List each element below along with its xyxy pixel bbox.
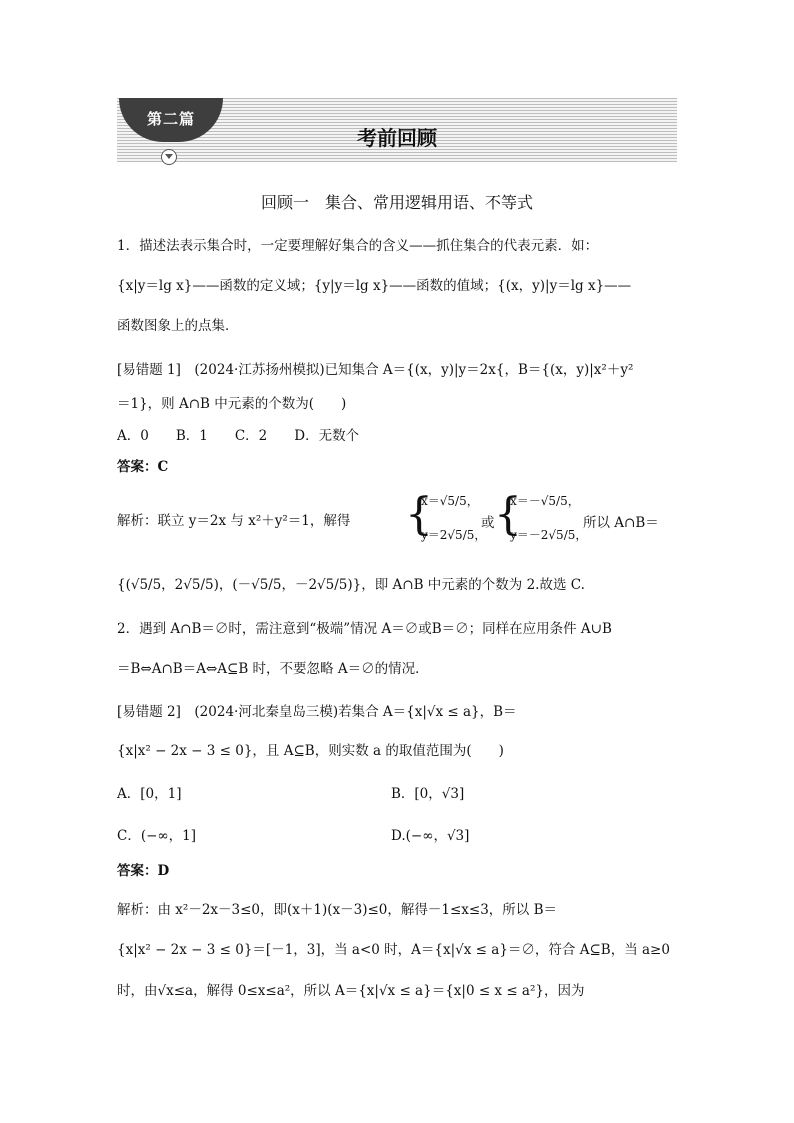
chapter-title: 考前回顾 (357, 126, 437, 150)
system-1-brace: { (405, 489, 433, 540)
system-1-top: x＝√5/5， (421, 494, 479, 508)
chapter-banner (117, 98, 677, 162)
question-2-line-1: [易错题 2] (2024·河北秦皇岛三模)若集合 A＝{x|√x ≤ a}，B＝ (117, 704, 517, 720)
section-title: 回顾一 集合、常用逻辑用语、不等式 (260, 193, 533, 212)
point-1-line-2: {x|y＝lg x}——函数的定义域；{y|y＝lg x}——函数的值域；{(x，y)|y＝lg x}—— (117, 278, 632, 294)
point-1-line-1: 1．描述法表示集合时，一定要理解好集合的含义——抓住集合的代表元素．如： (117, 238, 599, 254)
part-badge-label: 第二篇 (146, 110, 195, 128)
question-1-answer: 答案：C (117, 459, 169, 475)
question-1-options: A．0 B．1 C．2 D．无数个 (117, 428, 360, 444)
solution-2-line-2: {x|x² − 2x − 3 ≤ 0}＝[－1，3]，当 a<0 时，A＝{x|√x ≤ a}＝∅，符合 A⊆B，当 a≥0 (117, 942, 670, 958)
question-2-option-a: A．[0，1] (117, 786, 182, 802)
solution-1-line-2: {(√5/5，2√5/5)，(－√5/5，－2√5/5)}，即 A∩B 中元素的个数为 2.故选 C. (117, 577, 585, 593)
solution-1-intro: 解析：联立 y＝2x 与 x²＋y²＝1，解得 (117, 513, 351, 529)
chevron-down-icon[interactable] (161, 149, 177, 165)
system-1-bottom: y＝2√5/5， (421, 528, 487, 542)
question-2-option-b: B．[0，√3] (391, 786, 465, 802)
question-2-answer: 答案：D (117, 863, 170, 879)
system-2-brace: { (494, 489, 522, 540)
solution-2-line-3: 时，由√x≤a，解得 0≤x≤a²，所以 A＝{x|√x ≤ a}＝{x|0 ≤ x ≤ a²}，因为 (117, 983, 585, 999)
system-2-bottom: y＝－2√5/5， (510, 528, 588, 542)
question-2-line-2: {x|x² − 2x − 3 ≤ 0}，且 A⊆B，则实数 a 的取值范围为( ) (117, 743, 504, 759)
solution-1-conclusion: 所以 A∩B＝ (583, 515, 659, 531)
solution-2-line-1: 解析：由 x²－2x－3≤0，即(x＋1)(x－3)≤0，解得－1≤x≤3，所以 B＝ (117, 902, 558, 918)
point-1-line-3: 函数图象上的点集． (117, 318, 239, 334)
question-2-option-d: D.(−∞，√3] (391, 828, 470, 844)
solution-1-or: 或 (481, 515, 495, 531)
question-1-line-2: ＝1}，则 A∩B 中元素的个数为( ) (117, 396, 347, 412)
point-2-line-1: 2．遇到 A∩B＝∅时，需注意到“极端”情况 A＝∅或B＝∅；同样在应用条件 A∪B (117, 621, 612, 637)
point-2-line-2: ＝B⇔A∩B＝A⇔A⊆B 时，不要忽略 A＝∅的情况． (117, 661, 429, 677)
question-1-line-1: [易错题 1] (2024·江苏扬州模拟)已知集合 A＝{(x，y)|y＝2x{，B＝{(x，y)|x²＋y² (117, 362, 634, 378)
system-2-top: x＝－√5/5， (510, 494, 580, 508)
question-2-option-c: C．(−∞，1] (117, 828, 197, 844)
